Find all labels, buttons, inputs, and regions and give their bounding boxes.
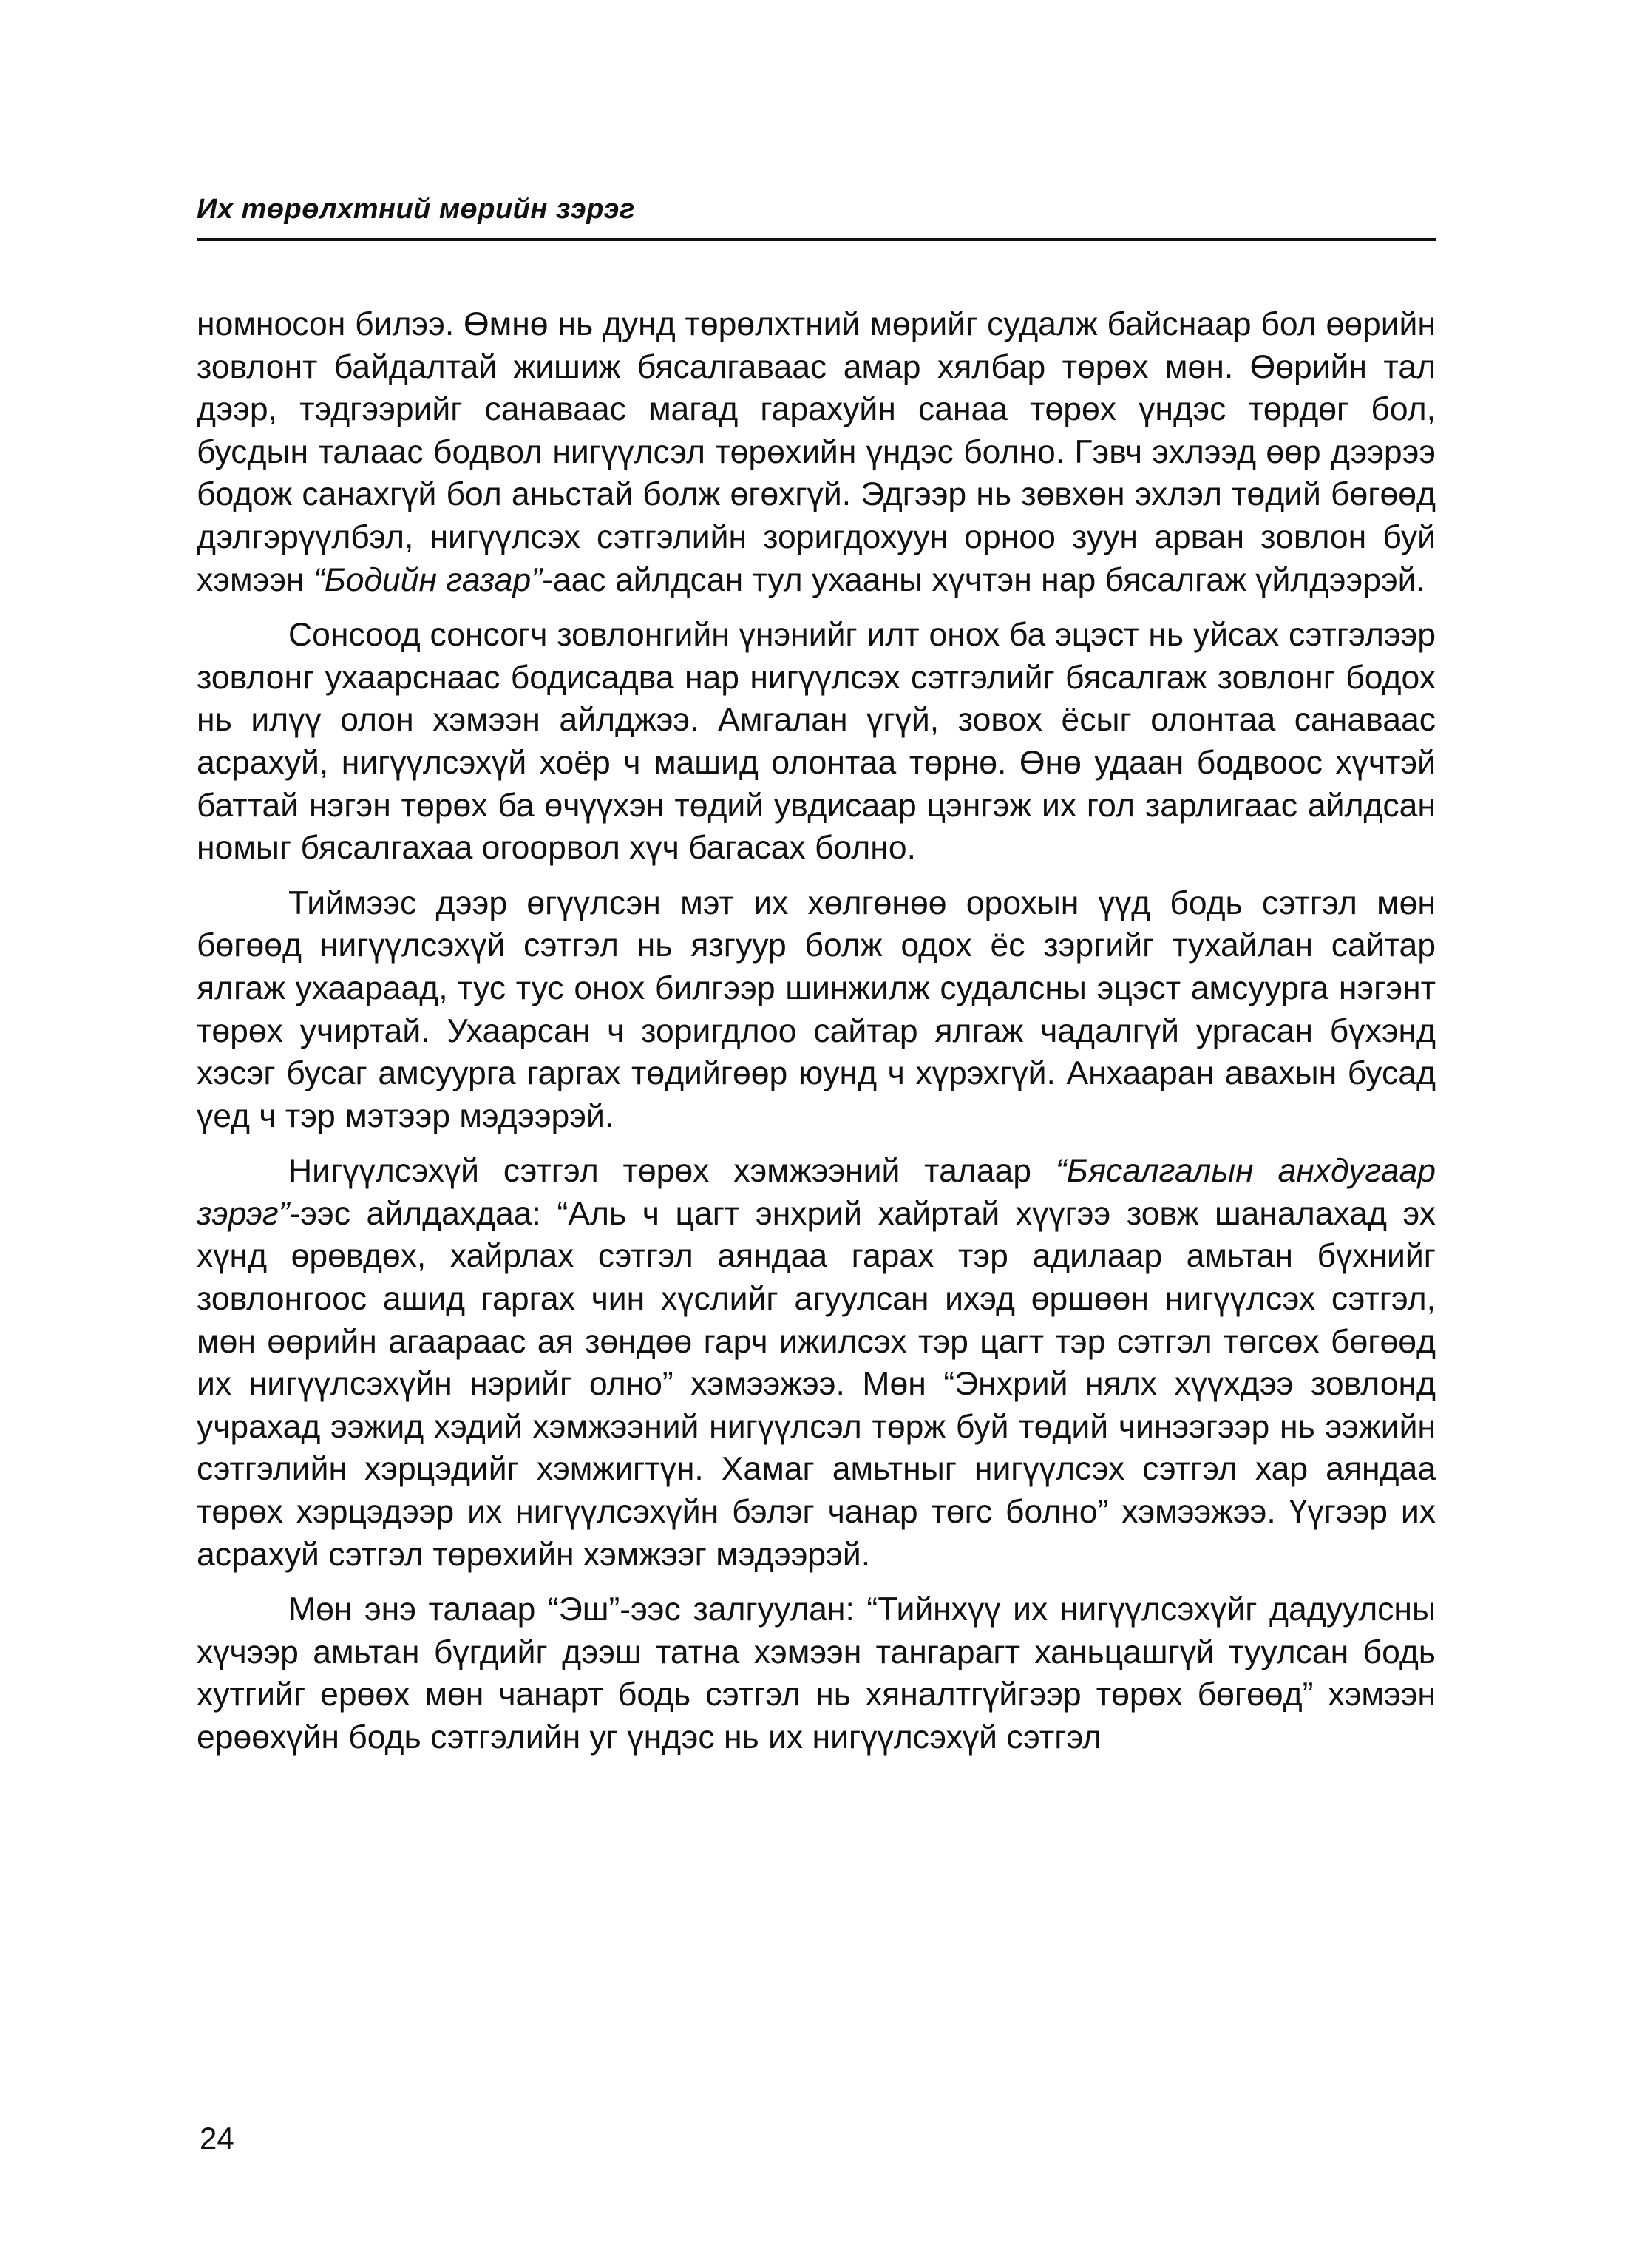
body-text — [197, 303, 1436, 1772]
paragraph-3-text: Тиймээс дээр өгүүлсэн мэт их хөлгөнөө орохын үүд бодь сэтгэл мөн бөгөөд нигүүлсэхүй сэтгэл нь язгуур болж одох ёс зэргийг тухайлан сайтар ялгаж ухаараад, тус тус онох билгээр шинжилж судалсны эцэст амсуурга нэгэнт төрөх учиртай. Ухаарсан ч зоригдлоо сайтар ялгаж чадалгүй ургасан бүхэнд хэсэг бусаг амсуурга гаргах төдийгөөр юунд ч хүрэхгүй. Анхааран авахын бусад үед ч тэр мэтээр мэдээрэй. — [197, 884, 1436, 1134]
running-header: Их төрөлхтний мөрийн зэрэг — [197, 194, 635, 225]
paragraph-5 — [197, 1588, 1436, 1758]
paragraph-2-text: Сонсоод сонсогч зовлонгийн үнэнийг илт онох ба эцэст нь уйсах сэтгэлээр зовлонг ухаарснаас бодисадва нар нигүүлсэх сэтгэлийг бясалгаж зовлонг бодох нь илүү олон хэмээн айлджээ. Амгалан үгүй, зовох ёсыг олонтаа санаваас асрахуй, нигүүлсэхүй хоёр ч машид олонтаа төрнө. Өнө удаан бодвоос хүчтэй баттай нэгэн төрөх ба өчүүхэн төдий увдисаар цэнгэж их гол зарлигаас айлдсан номыг бясалгахаа огоорвол хүч багасах болно. — [197, 617, 1436, 867]
paragraph-1-citation: “Бодийн газар” — [313, 561, 543, 598]
header-rule — [197, 238, 1436, 241]
paragraph-3 — [197, 882, 1436, 1138]
paragraph-4-citation: “Бясалгалын анхдугаар зэрэг” — [197, 1153, 1436, 1232]
paragraph-1-text: номносон билээ. Өмнө нь дунд төрөлхтний мөрийг судалж байснаар бол өөрийн зовлонт байдалтай жишиж бясалгаваас амар хялбар төрөх мөн. Өөрийн тал дээр, тэдгээрийг санаваас магад гарахуйн санаа төрөх үндэс төрдөг бол, бусдын талаас бодвол нигүүлсэл төрөхийн үндэс болно. Гэвч эхлээд өөр дээрээ бодож санахгүй бол аньстай болж өгөхгүй. Эдгээр нь зөвхөн эхлэл төдий бөгөөд дэлгэрүүлбэл, нигүүлсэх сэтгэлийн зоригдохуун орноо зуун арван зовлон буй хэмээн — [197, 306, 1436, 598]
page-number: 24 — [200, 2121, 234, 2156]
paragraph-1 — [197, 303, 1436, 601]
paragraph-2 — [197, 614, 1436, 870]
paragraph-4 — [197, 1150, 1436, 1576]
paragraph-5-text: Мөн энэ талаар “Эш”-ээс залгуулан: “Тийнхүү их нигүүлсэхүйг дадуулсны хүчээр амьтан бүгдийг дээш татна хэмээн тангарагт ханьцашгүй туулсан бодь хутгийг ерөөх мөн чанарт бодь сэтгэл нь хяналтгүйгээр төрөх бөгөөд” хэмээн ерөөхүйн бодь сэтгэлийн уг үндэс нь их нигүүлсэхүй сэтгэл — [197, 1591, 1436, 1756]
paragraph-4-text: Нигүүлсэхүй сэтгэл төрөх хэмжээний талаар — [288, 1153, 1056, 1190]
paragraph-1-text-end: -аас айлдсан тул ухааны хүчтэн нар бясалгаж үйлдээрэй. — [542, 561, 1425, 598]
paragraph-4-text-end: -ээс айлдахдаа: “Аль ч цагт энхрий хайртай хүүгээ зовж шаналахад эх хүнд өрөвдөх, хайрлах сэтгэл аяндаа гарах тэр адилаар амьтан бүхнийг зовлонгоос ашид гаргах чин хүслийг агуулсан ихэд өршөөн нигүүлсэх сэтгэл, мөн өөрийн агаараас ая зөндөө гарч ижилсэх тэр цагт тэр сэтгэл төгсөх бөгөөд их нигүүлсэхүйн нэрийг олно” хэмээжээ. Мөн “Энхрий нялх хүүхдээ зовлонд учрахад ээжид хэдий хэмжээний нигүүлсэл төрж буй төдий чинээгээр нь ээжийн сэтгэлийн хэрцэдийг хэмжигтүн. Хамаг амьтныг нигүүлсэх сэтгэл хар аяндаа төрөх хэрцэдээр их нигүүлсэхүйн бэлэг чанар төгс болно” хэмээжээ. Үүгээр их асрахуй сэтгэл төрөхийн хэмжээг мэдээрэй. — [197, 1195, 1436, 1573]
